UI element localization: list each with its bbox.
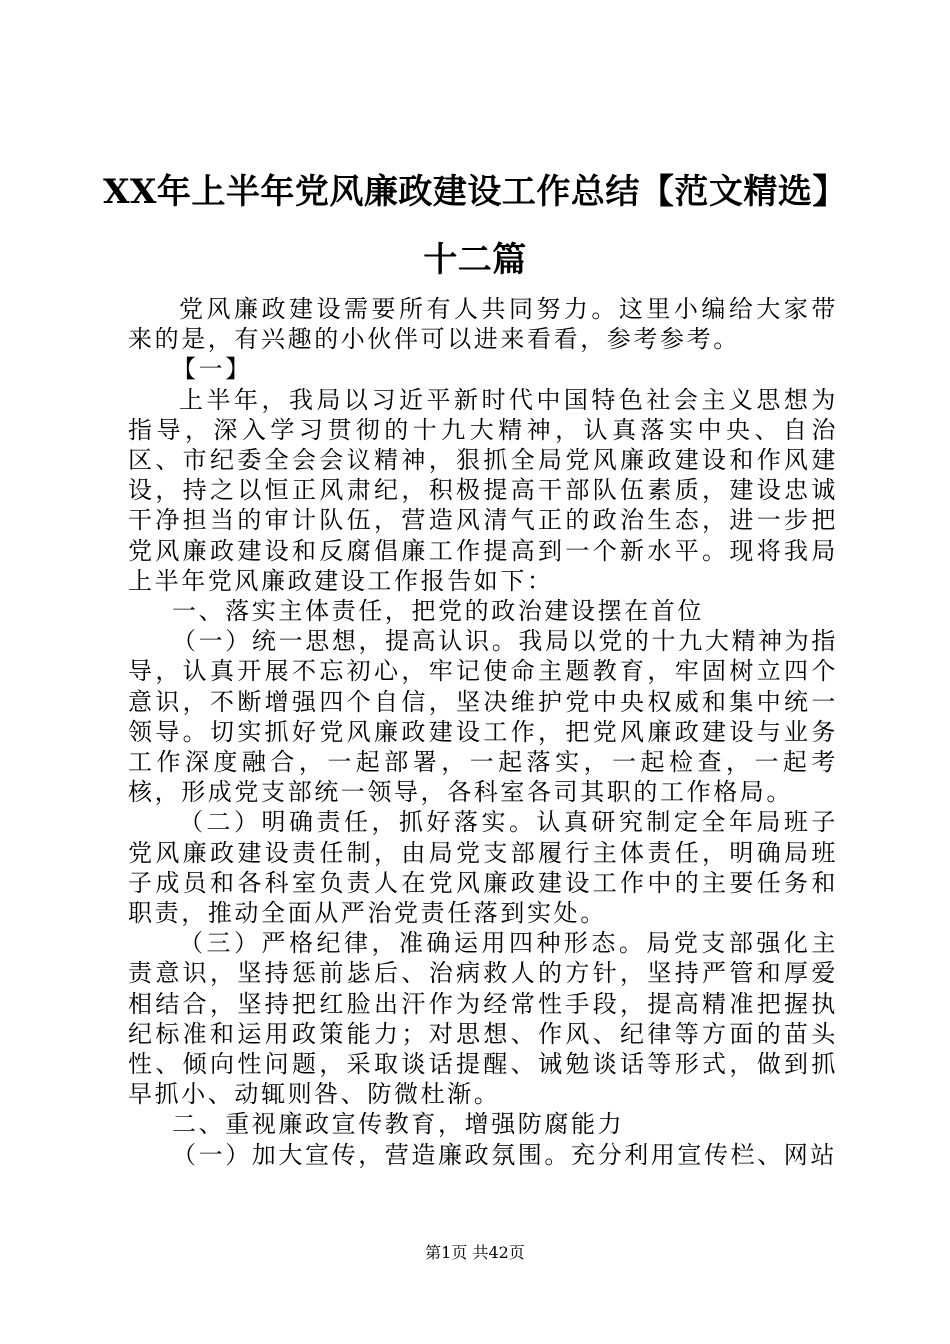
body-paragraph: （二）明确责任，抓好落实。认真研究制定全年局班子党风廉政建设责任制，由局党支部履行主体责任，明确局班子成员和各科室负责人在党风廉政建设工作中的主要任务和职责，推动全面从严治党责任落到实处。 bbox=[128, 808, 838, 928]
intro-paragraph: 党风廉政建设需要所有人共同努力。这里小编给大家带来的是，有兴趣的小伙伴可以进来看看，参考参考。 bbox=[128, 295, 838, 354]
body-paragraph: （一）加大宣传，营造廉政氛围。充分利用宣传栏、网站 bbox=[172, 1140, 837, 1169]
body-paragraph: （一）统一思想，提高认识。我局以党的十九大精神为指导，认真开展不忘初心，牢记使命主题教育，牢固树立四个意识，不断增强四个自信，坚决维护党中央权威和集中统一领导。切实抓好党风廉政建设工作，把党风廉政建设与业务工作深度融合，一起部署，一起落实，一起检查，一起考核，形成党支部统一领导，各科室各司其职的工作格局。 bbox=[128, 627, 838, 807]
page-footer: 第1页 共42页 bbox=[425, 1243, 525, 1262]
document-body bbox=[128, 294, 838, 1170]
section-heading: 二、重视廉政宣传教育，增强防腐能力 bbox=[172, 1110, 625, 1139]
body-paragraph: 上半年，我局以习近平新时代中国特色社会主义思想为指导，深入学习贯彻的十九大精神，认真落实中央、自治区、市纪委全会会议精神，狠抓全局党风廉政建设和作风建设，持之以恒正风肃纪，积极提高干部队伍素质，建设忠诚干净担当的审计队伍，营造风清气正的政治生态，进一步把党风廉政建设和反腐倡廉工作提高到一个新水平。现将我局上半年党风廉政建设工作报告如下： bbox=[128, 385, 838, 595]
document-title: XX年上半年党风廉政建设工作总结【范文精选】十二篇 bbox=[103, 172, 847, 280]
body-paragraph: （三）严格纪律，准确运用四种形态。局党支部强化主责意识，坚持惩前毖后、治病救人的方针，坚持严管和厚爱相结合，坚持把红脸出汗作为经常性手段，提高精准把握执纪标准和运用政策能力；对思想、作风、纪律等方面的苗头性、倾向性问题，采取谈话提醒、诫勉谈话等形式，做到抓早抓小、动辄则咎、防微杜渐。 bbox=[128, 929, 838, 1109]
section-marker: 【一】 bbox=[172, 355, 252, 384]
section-heading: 一、落实主体责任，把党的政治建设摆在首位 bbox=[172, 597, 704, 626]
